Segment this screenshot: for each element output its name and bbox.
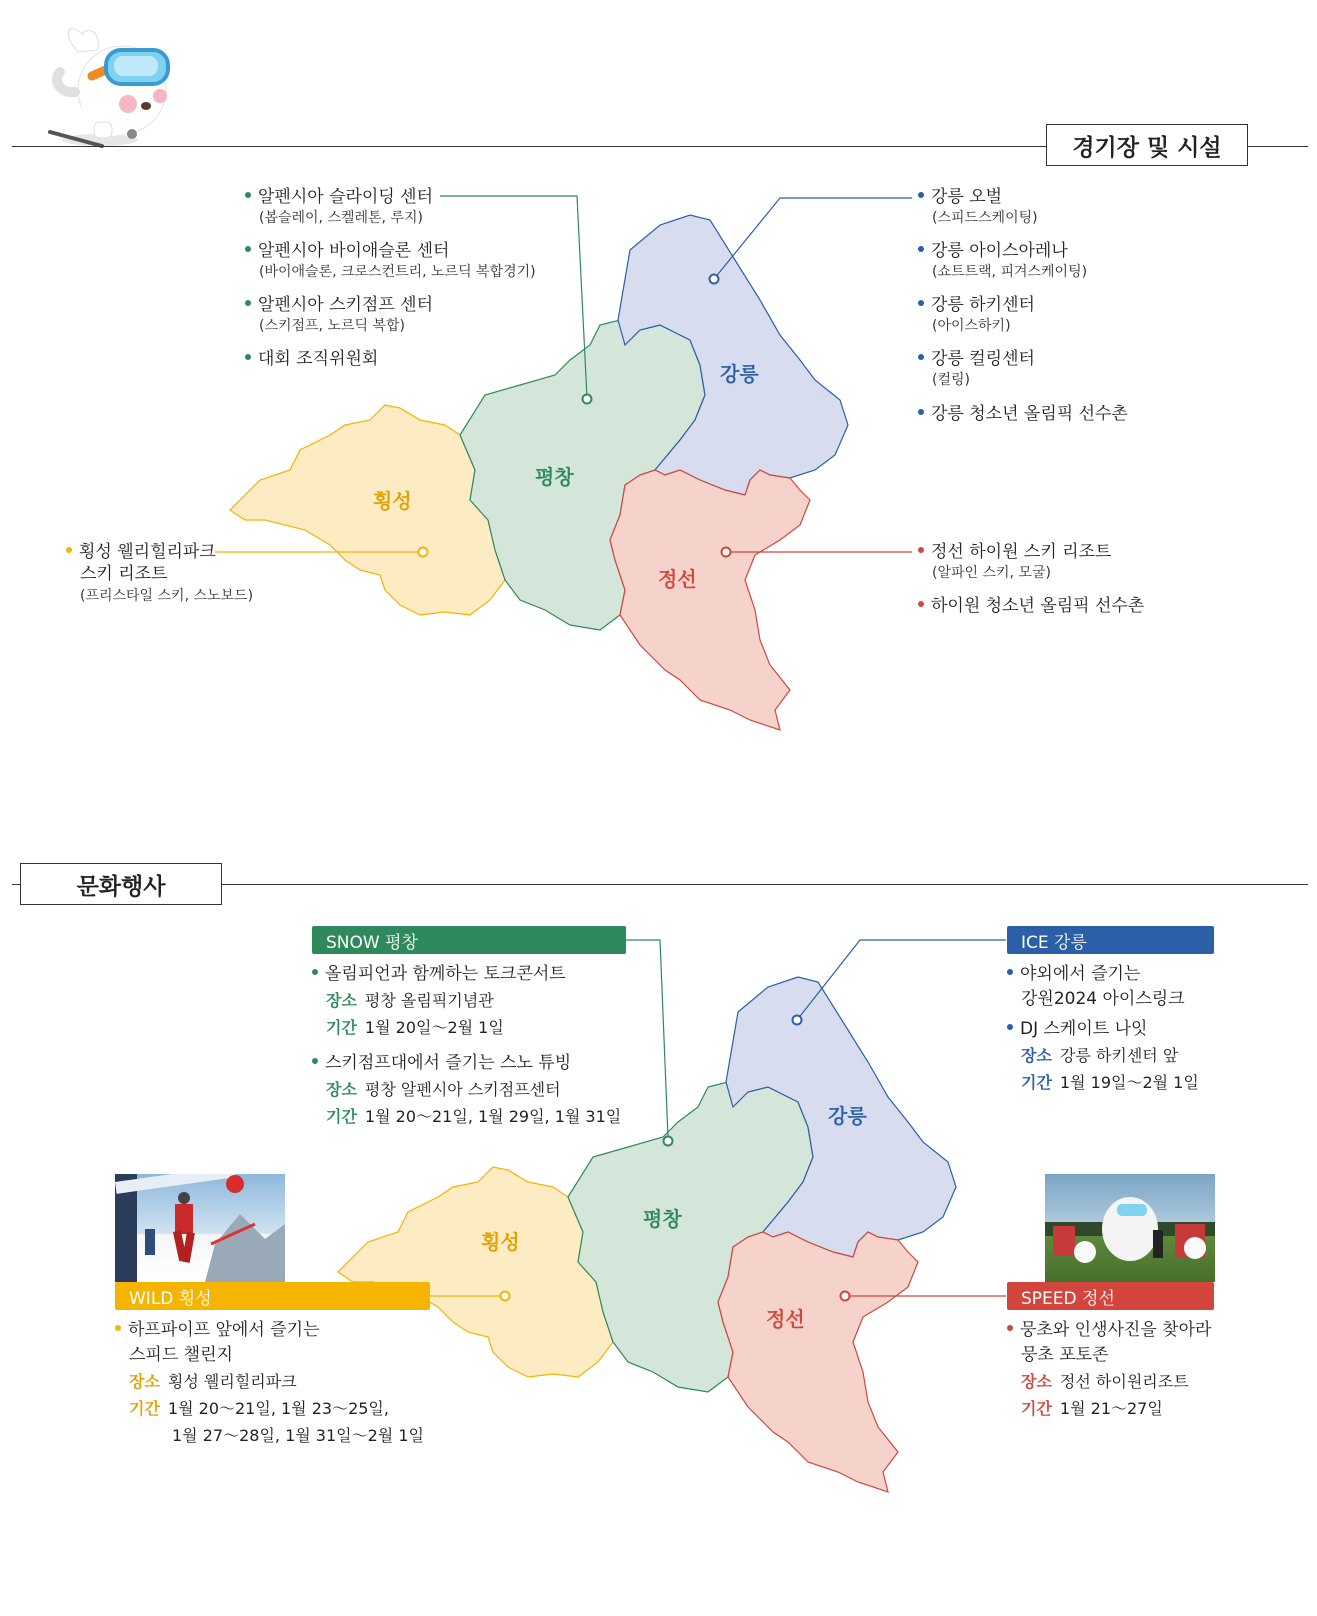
- map1-label-gangneung: 강릉: [720, 362, 759, 386]
- venue-name: 정선 하이원 스키 리조트: [931, 542, 1112, 562]
- place-key: 장소: [326, 1080, 357, 1099]
- snow-event-1: [312, 962, 566, 1041]
- place-key: 장소: [326, 991, 357, 1010]
- venue-sports: (스키점프, 노르딕 복합): [259, 318, 405, 334]
- venue-gn-5: [918, 403, 1128, 425]
- venue-pc-2: [245, 240, 536, 282]
- bullet: [918, 547, 924, 553]
- venue-name: 횡성 웰리힐리파크: [79, 542, 216, 562]
- bullet: [312, 969, 318, 975]
- venue-sports: (컬링): [932, 372, 970, 388]
- map1-label-hoengseong: 횡성: [373, 489, 412, 513]
- event-period: 1월 21～27일: [1059, 1399, 1163, 1418]
- wild-photo: [115, 1174, 285, 1282]
- skier-image: [115, 1174, 285, 1282]
- mascot-photozone-image: [1045, 1174, 1215, 1282]
- event-name-cont: 뭉초 포토존: [1021, 1345, 1109, 1365]
- map1-marker-hoengseong: [419, 548, 428, 557]
- section2-title: [20, 863, 222, 905]
- venue-gn-2: [918, 240, 1087, 282]
- map1-marker-jeongseon: [722, 548, 731, 557]
- bullet: [66, 547, 72, 553]
- wild-tag-label: WILD 횡성: [129, 1288, 212, 1309]
- map2-label-jeongseon: 정선: [766, 1307, 805, 1331]
- venue-name: 알펜시아 슬라이딩 센터: [258, 187, 434, 207]
- venue-name: 알펜시아 스키점프 센터: [258, 295, 434, 315]
- event-place: 정선 하이원리조트: [1059, 1372, 1189, 1391]
- event-name: DJ 스케이트 나잇: [1020, 1019, 1148, 1039]
- period-key: 기간: [326, 1018, 357, 1037]
- venue-pc-1: [245, 186, 433, 228]
- venue-sports: (봅슬레이, 스켈레톤, 루지): [259, 210, 423, 226]
- bullet: [1007, 969, 1013, 975]
- venue-sports: (아이스하키): [932, 318, 1011, 334]
- section1-title-text: 경기장 및 시설: [1072, 134, 1222, 161]
- bullet: [918, 354, 924, 360]
- place-key: 장소: [129, 1372, 160, 1391]
- event-name-cont: 강원2024 아이스링크: [1021, 989, 1185, 1009]
- bullet: [918, 246, 924, 252]
- period-key: 기간: [1021, 1399, 1052, 1418]
- event-place: 평창 올림픽기념관: [364, 991, 494, 1010]
- speed-tag: [1007, 1282, 1214, 1310]
- venue-name: 강릉 청소년 올림픽 선수촌: [931, 404, 1128, 424]
- venue-name: 강릉 아이스아레나: [931, 241, 1068, 261]
- bullet: [918, 601, 924, 607]
- ice-tag-label: ICE 강릉: [1021, 932, 1087, 953]
- map1-leader-gangneung: [714, 198, 912, 279]
- map2-leader-pyeongchang: [626, 940, 668, 1137]
- event-name: 올림피언과 함께하는 토크콘서트: [325, 964, 566, 984]
- venue-gn-3: [918, 294, 1035, 336]
- venue-pc-3: [245, 294, 433, 336]
- event-name: 스키점프대에서 즐기는 스노 튜빙: [325, 1053, 572, 1073]
- bullet: [918, 300, 924, 306]
- venue-name: 강릉 컬링센터: [931, 349, 1035, 369]
- bullet: [312, 1058, 318, 1064]
- event-name: 뭉초와 인생사진을 찾아라: [1020, 1320, 1212, 1340]
- place-key: 장소: [1021, 1372, 1052, 1391]
- map2-label-hoengseong: 횡성: [481, 1230, 520, 1254]
- venue-sports: (바이애슬론, 크로스컨트리, 노르딕 복합경기): [259, 264, 536, 280]
- map1-label-pyeongchang: 평창: [535, 465, 574, 489]
- event-name: 야외에서 즐기는: [1020, 964, 1141, 984]
- period-key: 기간: [326, 1107, 357, 1126]
- venue-name: 대회 조직위원회: [258, 349, 379, 369]
- venue-gn-4: [918, 348, 1035, 390]
- event-period-cont: 1월 27～28일, 1월 31일～2월 1일: [172, 1426, 424, 1445]
- event-name-cont: 스피드 챌린지: [129, 1345, 233, 1365]
- event-place: 평창 알펜시아 스키점프센터: [364, 1080, 561, 1099]
- event-period: 1월 20～21일, 1월 23～25일,: [167, 1399, 389, 1418]
- bullet: [1007, 1325, 1013, 1331]
- place-key: 장소: [1021, 1046, 1052, 1065]
- speed-event: [1007, 1318, 1211, 1422]
- map1-label-jeongseon: 정선: [658, 567, 697, 591]
- venue-hs-1: [66, 541, 253, 606]
- bullet: [245, 300, 251, 306]
- map2-marker-jeongseon: [841, 1292, 850, 1301]
- event-period: 1월 20일～2월 1일: [364, 1018, 504, 1037]
- ice-tag: [1007, 926, 1214, 954]
- snow-event-2: [312, 1051, 621, 1130]
- venue-name: 알펜시아 바이애슬론 센터: [258, 241, 450, 261]
- event-name: 하프파이프 앞에서 즐기는: [128, 1320, 320, 1340]
- venue-js-2: [918, 595, 1144, 617]
- speed-photo: [1045, 1174, 1215, 1282]
- venue-gn-1: [918, 186, 1038, 228]
- bullet: [918, 409, 924, 415]
- ice-event-1: [1007, 962, 1185, 1012]
- venue-pc-4: [245, 348, 378, 370]
- venue-sports: (프리스타일 스키, 스노보드): [80, 588, 254, 604]
- map2-marker-hoengseong: [501, 1292, 510, 1301]
- map2-region-jeongseon: [718, 1232, 918, 1492]
- section2-title-text: 문화행사: [76, 873, 166, 900]
- map2-marker-gangneung: [793, 1016, 802, 1025]
- snow-tag: [312, 926, 626, 954]
- venue-name-cont: 스키 리조트: [80, 564, 168, 584]
- map2-marker-pyeongchang: [664, 1137, 673, 1146]
- map1-region-jeongseon: [610, 470, 810, 730]
- venue-name: 강릉 하키센터: [931, 295, 1035, 315]
- venue-sports: (알파인 스키, 모굴): [932, 565, 1051, 581]
- event-place: 횡성 웰리힐리파크: [167, 1372, 297, 1391]
- venue-sports: (쇼트트랙, 피겨스케이팅): [932, 264, 1088, 280]
- venue-name: 강릉 오벌: [931, 187, 1003, 207]
- venue-name: 하이원 청소년 올림픽 선수촌: [931, 596, 1145, 616]
- wild-event: [115, 1318, 424, 1449]
- map1-marker-gangneung: [710, 275, 719, 284]
- bullet: [245, 354, 251, 360]
- map2-label-gangneung: 강릉: [828, 1104, 867, 1128]
- event-period: 1월 20～21일, 1월 29일, 1월 31일: [364, 1107, 622, 1126]
- speed-tag-label: SPEED 정선: [1021, 1288, 1115, 1309]
- bullet: [115, 1325, 121, 1331]
- snow-tag-label: SNOW 평창: [326, 932, 418, 953]
- wild-tag: [115, 1282, 430, 1310]
- event-place: 강릉 하키센터 앞: [1059, 1046, 1179, 1065]
- bullet: [245, 246, 251, 252]
- venue-js-1: [918, 541, 1111, 583]
- venue-sports: (스피드스케이팅): [932, 210, 1038, 226]
- bullet: [918, 192, 924, 198]
- map2-label-pyeongchang: 평창: [643, 1207, 682, 1231]
- bullet: [1007, 1024, 1013, 1030]
- map1-marker-pyeongchang: [583, 395, 592, 404]
- event-period: 1월 19일～2월 1일: [1059, 1073, 1199, 1092]
- period-key: 기간: [1021, 1073, 1052, 1092]
- bullet: [245, 192, 251, 198]
- period-key: 기간: [129, 1399, 160, 1418]
- ice-event-2: [1007, 1017, 1199, 1096]
